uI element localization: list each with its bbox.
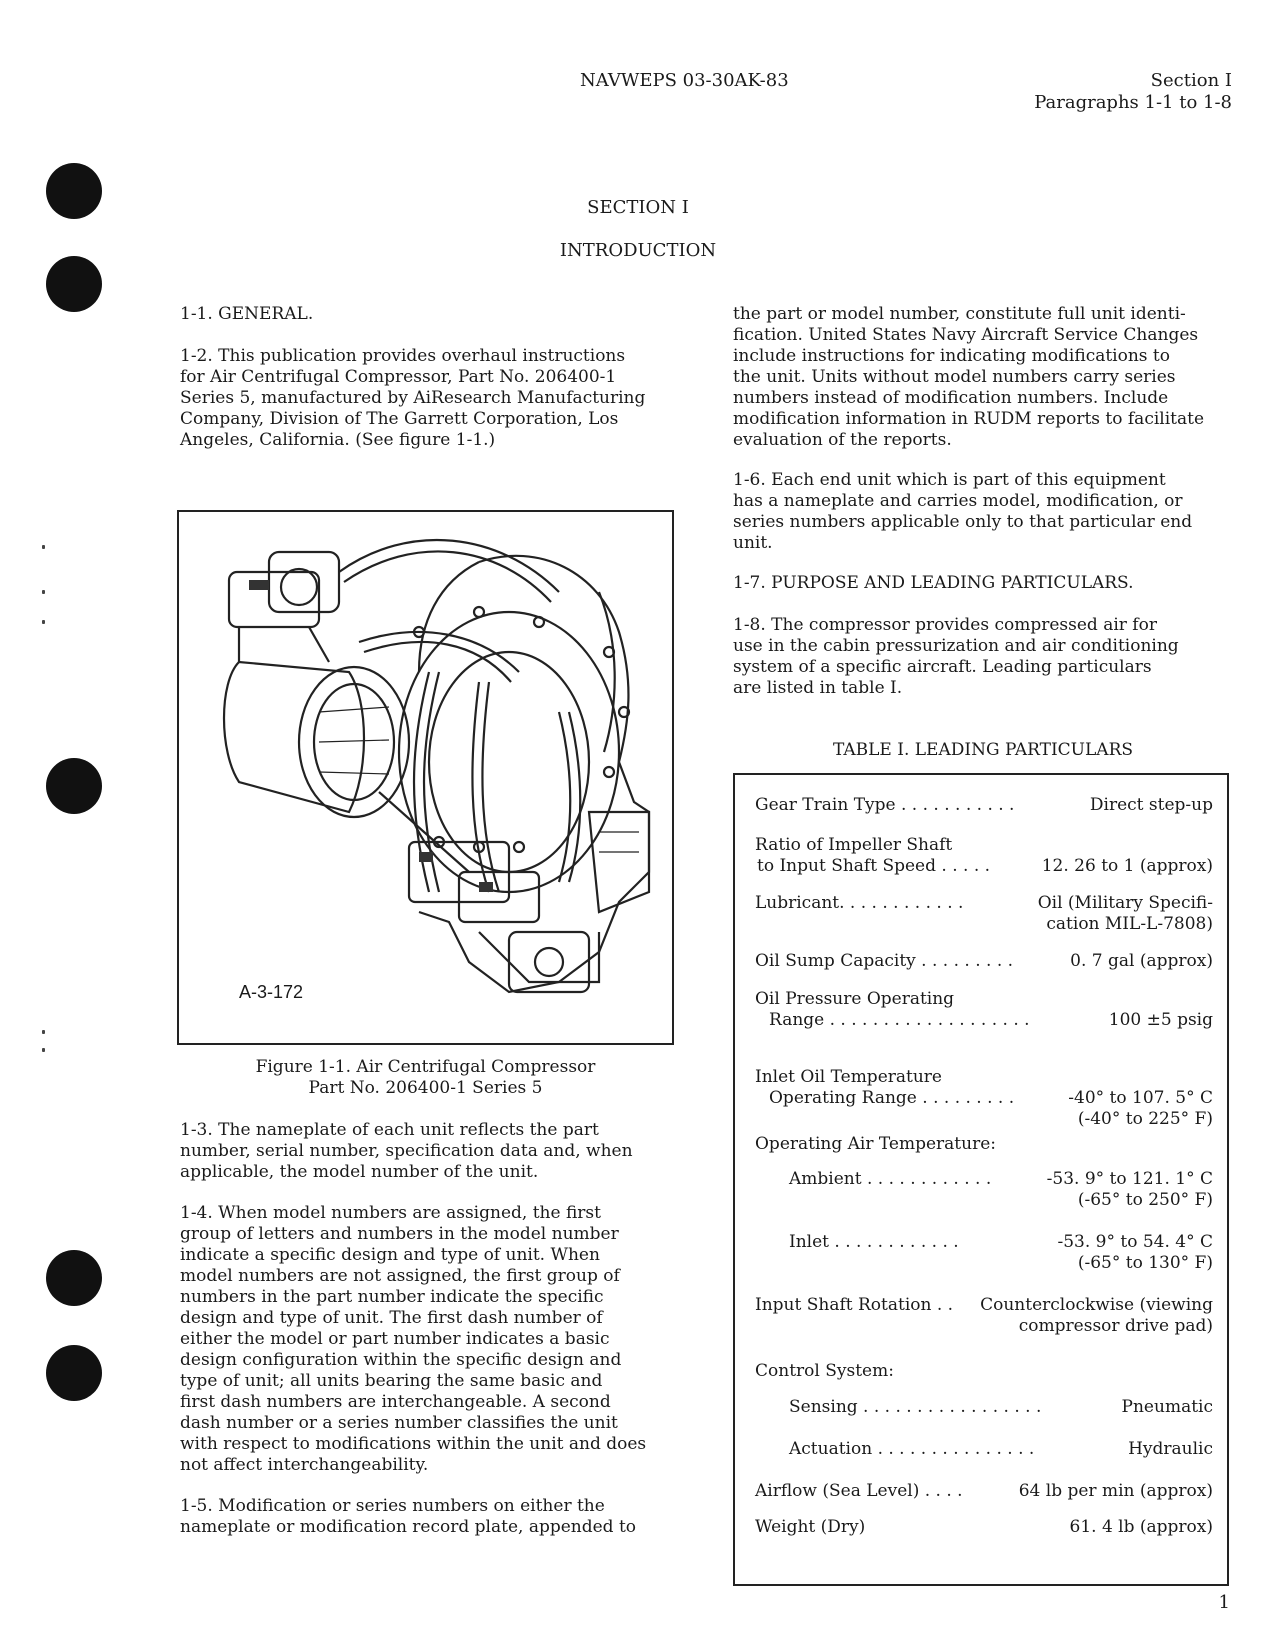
row-label: Actuation . . . . . . . . . . . . . . .: [789, 1439, 1035, 1459]
text-line: 1-5. Modification or series numbers on either the: [180, 1496, 605, 1516]
text-line: use in the cabin pressurization and air conditioning: [733, 636, 1179, 656]
section-reference: [1034, 70, 1232, 114]
row-label: Gear Train Type . . . . . . . . . . .: [755, 795, 1015, 815]
text-line: either the model or part number indicates a basic: [180, 1329, 610, 1349]
paragraph-1-1: 1-1. GENERAL.: [180, 304, 314, 324]
row-label: Sensing . . . . . . . . . . . . . . . . .: [789, 1397, 1042, 1417]
row-value: 64 lb per min (approx): [1018, 1481, 1213, 1501]
text-line: first dash numbers are interchangeable. A second: [180, 1392, 611, 1412]
section-name: INTRODUCTION: [559, 240, 717, 261]
text-line: 1-4. When model numbers are assigned, the first: [180, 1203, 601, 1223]
table-title: TABLE I. LEADING PARTICULARS: [832, 740, 1134, 760]
label-line: Inlet Oil Temperature: [755, 1067, 942, 1087]
text-line: model numbers are not assigned, the first group of: [180, 1266, 620, 1286]
label-line: Oil Pressure Operating: [755, 989, 955, 1009]
text-line: design configuration within the specific design and: [180, 1350, 622, 1370]
row-value: Direct step-up: [1089, 795, 1213, 815]
text-line: are listed in table I.: [733, 678, 903, 698]
figure-caption: [177, 1057, 674, 1099]
text-line: applicable, the model number of the unit.: [180, 1162, 539, 1182]
scan-speck: [42, 1030, 45, 1034]
row-value: [1038, 893, 1213, 935]
text-line: the unit. Units without model numbers carry series: [733, 367, 1176, 387]
value-line: -53. 9° to 54. 4° C: [1057, 1232, 1213, 1252]
row-label: [755, 1067, 1014, 1109]
figure-1-1: [177, 510, 674, 1045]
row-label: Inlet . . . . . . . . . . . .: [789, 1232, 959, 1252]
value-line: (-40° to 225° F): [1077, 1109, 1213, 1129]
figure-code: A-3-172: [239, 982, 304, 1002]
text-line: unit.: [733, 533, 773, 553]
row-label: Operating Air Temperature:: [755, 1134, 996, 1154]
text-line: for Air Centrifugal Compressor, Part No. 206400-1: [180, 367, 617, 387]
scan-speck: [42, 620, 45, 624]
row-label: Airflow (Sea Level) . . . .: [755, 1481, 963, 1501]
text-line: type of unit; all units bearing the same basic and: [180, 1371, 603, 1391]
label-line: Range . . . . . . . . . . . . . . . . . . .: [769, 1010, 1030, 1030]
row-label: [755, 835, 990, 877]
text-line: include instructions for indicating modifications to: [733, 346, 1170, 366]
compressor-illustration: [179, 512, 672, 1043]
row-label: Input Shaft Rotation . .: [755, 1295, 954, 1315]
section-title: SECTION I: [587, 197, 689, 218]
row-label: [755, 989, 1030, 1031]
row-value: 100 ±5 psig: [1108, 1010, 1213, 1030]
text-line: Series 5, manufactured by AiResearch Manufacturing: [180, 388, 646, 408]
binder-hole: [46, 1345, 102, 1401]
text-line: Company, Division of The Garrett Corporation, Los: [180, 409, 619, 429]
caption-line: Part No. 206400-1 Series 5: [308, 1078, 543, 1098]
text-line: not affect interchangeability.: [180, 1455, 429, 1475]
text-line: system of a specific aircraft. Leading particulars: [733, 657, 1152, 677]
binder-hole: [46, 758, 102, 814]
value-line: compressor drive pad): [1018, 1316, 1213, 1336]
text-line: group of letters and numbers in the model number: [180, 1224, 619, 1244]
value-line: -53. 9° to 121. 1° C: [1046, 1169, 1213, 1189]
text-line: with respect to modifications within the unit and does: [180, 1434, 647, 1454]
value-line: (-65° to 250° F): [1077, 1190, 1213, 1210]
leading-particulars-table: [733, 773, 1229, 1586]
row-label: Ambient . . . . . . . . . . . .: [789, 1169, 992, 1189]
value-line: (-65° to 130° F): [1077, 1253, 1213, 1273]
row-label: Weight (Dry): [755, 1517, 866, 1537]
caption-line: Figure 1-1. Air Centrifugal Compressor: [255, 1057, 596, 1077]
paragraph-1-4: [180, 1203, 674, 1476]
value-line: Oil (Military Specifi-: [1037, 893, 1213, 913]
paragraph-1-5-continued: [733, 304, 1233, 451]
text-line: design and type of unit. The first dash number of: [180, 1308, 603, 1328]
paragraph-1-8: [733, 615, 1233, 699]
row-value: [1047, 1169, 1213, 1211]
label-line: Operating Range . . . . . . . . .: [769, 1088, 1015, 1108]
row-label: Oil Sump Capacity . . . . . . . . .: [755, 951, 1014, 971]
text-line: the part or model number, constitute full unit identi-: [733, 304, 1186, 324]
text-line: 1-8. The compressor provides compressed air for: [733, 615, 1157, 635]
text-line: Angeles, California. (See figure 1-1.): [180, 430, 496, 450]
paragraph-1-7: 1-7. PURPOSE AND LEADING PARTICULARS.: [733, 573, 1134, 593]
page-number: 1: [1218, 1592, 1230, 1613]
paragraph-1-2: [180, 346, 674, 451]
text-line: nameplate or modification record plate, appended to: [180, 1517, 637, 1537]
text-line: number, serial number, specification data and, when: [180, 1141, 633, 1161]
text-line: indicate a specific design and type of unit. When: [180, 1245, 600, 1265]
scan-speck: [42, 590, 45, 594]
doc-number: NAVWEPS 03-30AK-83: [580, 70, 789, 91]
row-value: [1057, 1232, 1213, 1274]
row-label: Control System:: [755, 1361, 894, 1381]
paragraph-1-5: [180, 1496, 674, 1538]
text-line: numbers instead of modification numbers. Include: [733, 388, 1169, 408]
row-label: Lubricant. . . . . . . . . . . .: [755, 893, 964, 913]
text-line: fication. United States Navy Aircraft Service Changes: [733, 325, 1199, 345]
text-line: numbers in the part number indicate the specific: [180, 1287, 604, 1307]
row-value: Hydraulic: [1128, 1439, 1213, 1459]
text-line: has a nameplate and carries model, modification, or: [733, 491, 1183, 511]
text-line: 1-6. Each end unit which is part of this equipment: [733, 470, 1166, 490]
row-value: [1068, 1088, 1213, 1130]
label-line: Ratio of Impeller Shaft: [755, 835, 953, 855]
row-value: 12. 26 to 1 (approx): [1041, 856, 1213, 876]
scan-speck: [42, 1048, 45, 1052]
value-line: cation MIL-L-7808): [1046, 914, 1213, 934]
row-value: 61. 4 lb (approx): [1069, 1517, 1213, 1537]
text-line: 1-2. This publication provides overhaul instructions: [180, 346, 626, 366]
text-line: evaluation of the reports.: [733, 430, 952, 450]
text-line: modification information in RUDM reports to facilitate: [733, 409, 1205, 429]
scan-speck: [42, 545, 45, 549]
text-line: dash number or a series number classifies the unit: [180, 1413, 618, 1433]
text-line: series numbers applicable only to that particular end: [733, 512, 1193, 532]
row-value: Pneumatic: [1121, 1397, 1213, 1417]
binder-hole: [46, 1250, 102, 1306]
value-line: -40° to 107. 5° C: [1068, 1088, 1213, 1108]
paragraph-range: Paragraphs 1-1 to 1-8: [1034, 92, 1232, 113]
paragraph-1-3: [180, 1120, 674, 1183]
paragraph-1-6: [733, 470, 1233, 554]
value-line: Counterclockwise (viewing: [980, 1295, 1213, 1315]
binder-hole: [46, 256, 102, 312]
text-line: 1-3. The nameplate of each unit reflects the part: [180, 1120, 599, 1140]
label-line: to Input Shaft Speed . . . . .: [757, 856, 991, 876]
row-value: [980, 1295, 1213, 1337]
row-value: 0. 7 gal (approx): [1070, 951, 1213, 971]
section-label: Section I: [1150, 70, 1232, 91]
